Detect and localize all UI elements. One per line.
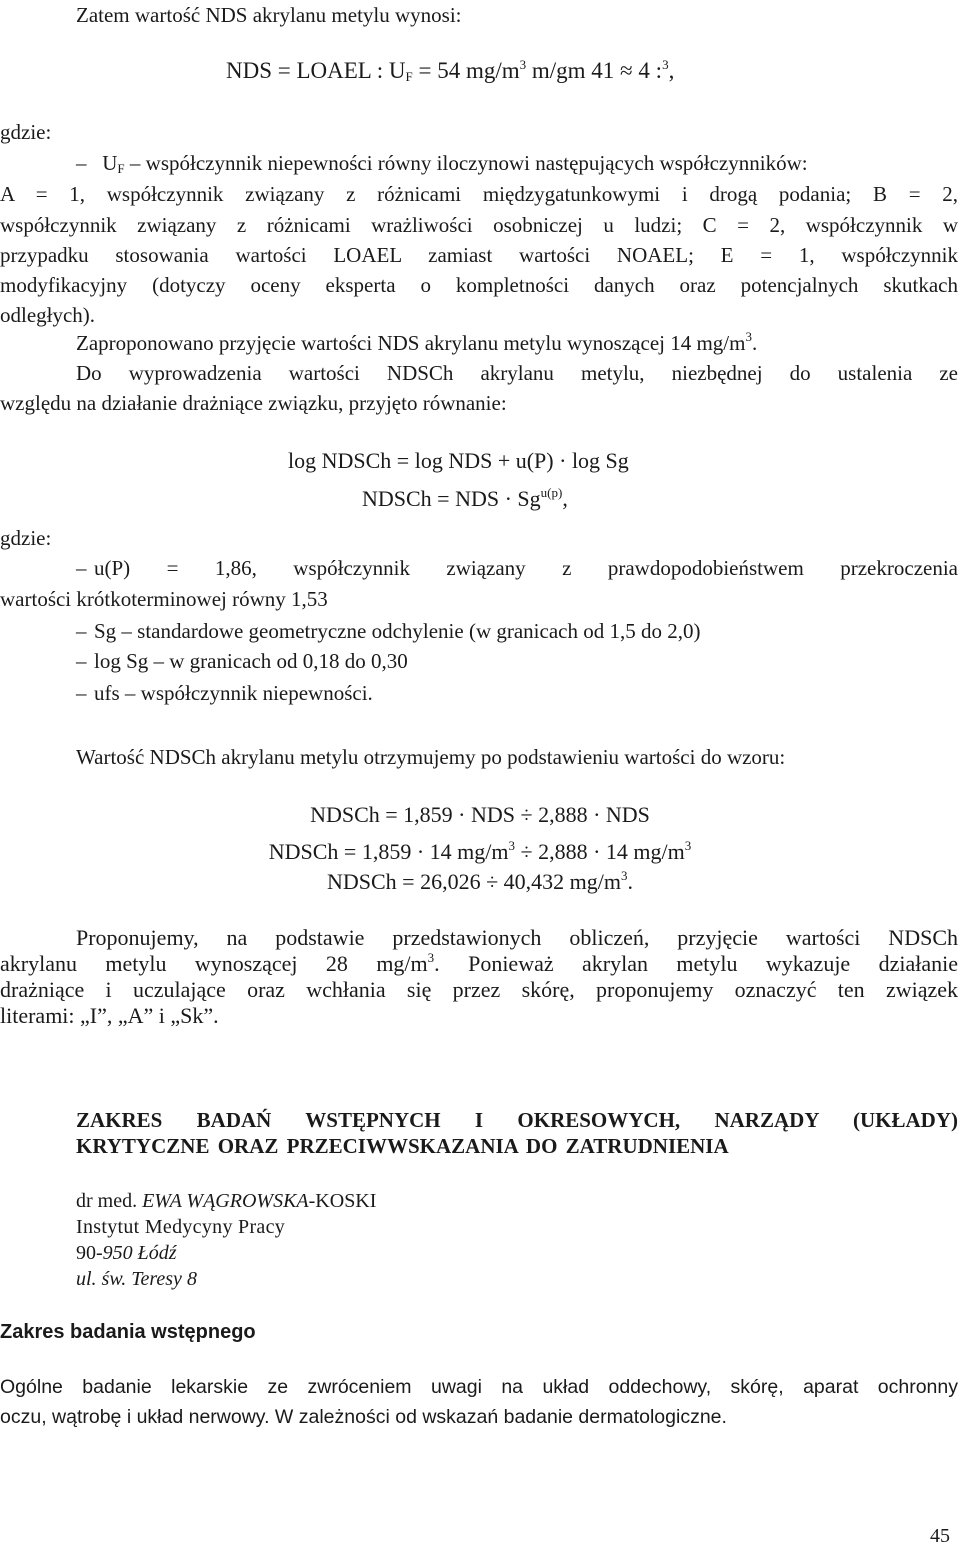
postal-address: 90-950 Łódź xyxy=(76,1242,177,1264)
conclusion-line-2: akrylanu metylu wynoszącej 28 $mg/m^3$. Ponieważ akrylan metylu wykazuje działanie xyxy=(0,950,958,976)
sg-definition: – Sg – standardowe geometryczne odchylenie (w granicach od 1,5 do 2,0) xyxy=(76,619,701,643)
up-definition-line-2: wartości krótkoterminowej równy 1,53 xyxy=(0,587,328,611)
uf-definition-line-4: przypadku stosowania wartości LOAEL zamiast wartości NOAEL; E = 1, współczynnik xyxy=(0,243,958,267)
equation-log-ndsch: log NDSCh = log NDS + u(P) · log Sg xyxy=(288,448,629,473)
institute: Instytut Medycyny Pracy xyxy=(76,1216,286,1238)
calc-formula-1: NDSCh = 1,859 · NDS ÷ 2,888 · NDS xyxy=(310,802,650,827)
conclusion-line-4: literami: „I”, „A” i „Sk”. xyxy=(0,1003,219,1028)
uf-definition-line-3: współczynnik związany z różnicami wrażliwości osobniczej u ludzi; C = 2, współczynnik w xyxy=(0,213,958,237)
body-line-2: oczu, wątrobę i układ nerwowy. W zależności od wskazań badanie dermatologiczne. xyxy=(0,1406,727,1428)
body-line-1: Ogólne badanie lekarskie ze zwróceniem uwagi na układ oddechowy, skórę, aparat ochronny xyxy=(0,1376,958,1398)
author: dr med. EWA WĄGROWSKA-KOSKI xyxy=(76,1190,377,1212)
nds-proposal: Zaproponowano przyjęcie wartości NDS akrylanu metylu wynoszącej 14 $mg/m^3$. xyxy=(76,329,758,355)
gdzie-label-2: gdzie: xyxy=(0,526,52,550)
gdzie-label-1: gdzie: xyxy=(0,120,52,144)
equation-ndsch: NDSCh = NDS · $Sg^{u(p)}$, xyxy=(362,485,568,511)
ndsch-intro-line-1: Do wyprowadzenia wartości NDSCh akrylanu metylu, niezbędnej do ustalenia ze xyxy=(76,361,958,385)
ufs-definition: – ufs – współczynnik niepewności. xyxy=(76,681,373,705)
nds-formula: NDS = LOAEL : $U_F = 54$ $mg/m^3$ m/gm 41 ≈ 4 :$^3$, xyxy=(226,57,675,84)
uf-definition-line-2: A = 1, współczynnik związany z różnicami międzygatunkowymi i drogą podania; B = 2, xyxy=(0,182,958,206)
street-address: ul. św. Teresy 8 xyxy=(76,1268,197,1290)
uf-definition-line-5: modyfikacyjny (dotyczy oceny eksperta o kompletności danych oraz potencjalnych skutkach xyxy=(0,273,958,297)
up-definition-line-1: – u(P) = 1,86, współczynnik związany z prawdopodobieństwem przekroczenia xyxy=(76,556,958,580)
conclusion-line-1: Proponujemy, na podstawie przedstawionych obliczeń, przyjęcie wartości NDSCh xyxy=(76,925,958,950)
calc-formula-2: NDSCh = 1,859 · 14 $mg/m^3 \div 2,888 \cdot 14$ $mg/m^3$ xyxy=(268,838,692,864)
uf-definition-line-6: odległych). xyxy=(0,303,96,327)
logsg-definition: – log Sg – w granicach od 0,18 do 0,30 xyxy=(76,649,408,673)
calc-formula-3: NDSCh = 26,026 ÷ 40,432 $mg/m^3$. xyxy=(326,868,633,894)
uf-definition-line-1: – $U_F$ – współczynnik niepewności równy iloczynowi następujących współczynników: xyxy=(76,151,808,176)
conclusion-line-3: drażniące i uczulające oraz wchłania się przez skórę, proponujemy oznaczyć ten związek xyxy=(0,977,958,1002)
section-heading-line-2: KRYTYCZNE ORAZ PRZECIWWSKAZANIA DO ZATRUDNIENIA xyxy=(76,1134,729,1158)
page-number: 45 xyxy=(930,1525,950,1547)
section-heading-line-1: ZAKRES BADAŃ WSTĘPNYCH I OKRESOWYCH, NARZĄDY (UKŁADY) xyxy=(76,1108,958,1132)
nds-intro: Zatem wartość NDS akrylanu metylu wynosi: xyxy=(76,3,462,27)
ndsch-intro-line-2: względu na działanie drażniące związku, przyjęto równanie: xyxy=(0,391,507,415)
subheading: Zakres badania wstępnego xyxy=(0,1321,256,1343)
ndsch-calc-intro: Wartość NDSCh akrylanu metylu otrzymujemy po podstawieniu wartości do wzoru: xyxy=(76,745,786,769)
